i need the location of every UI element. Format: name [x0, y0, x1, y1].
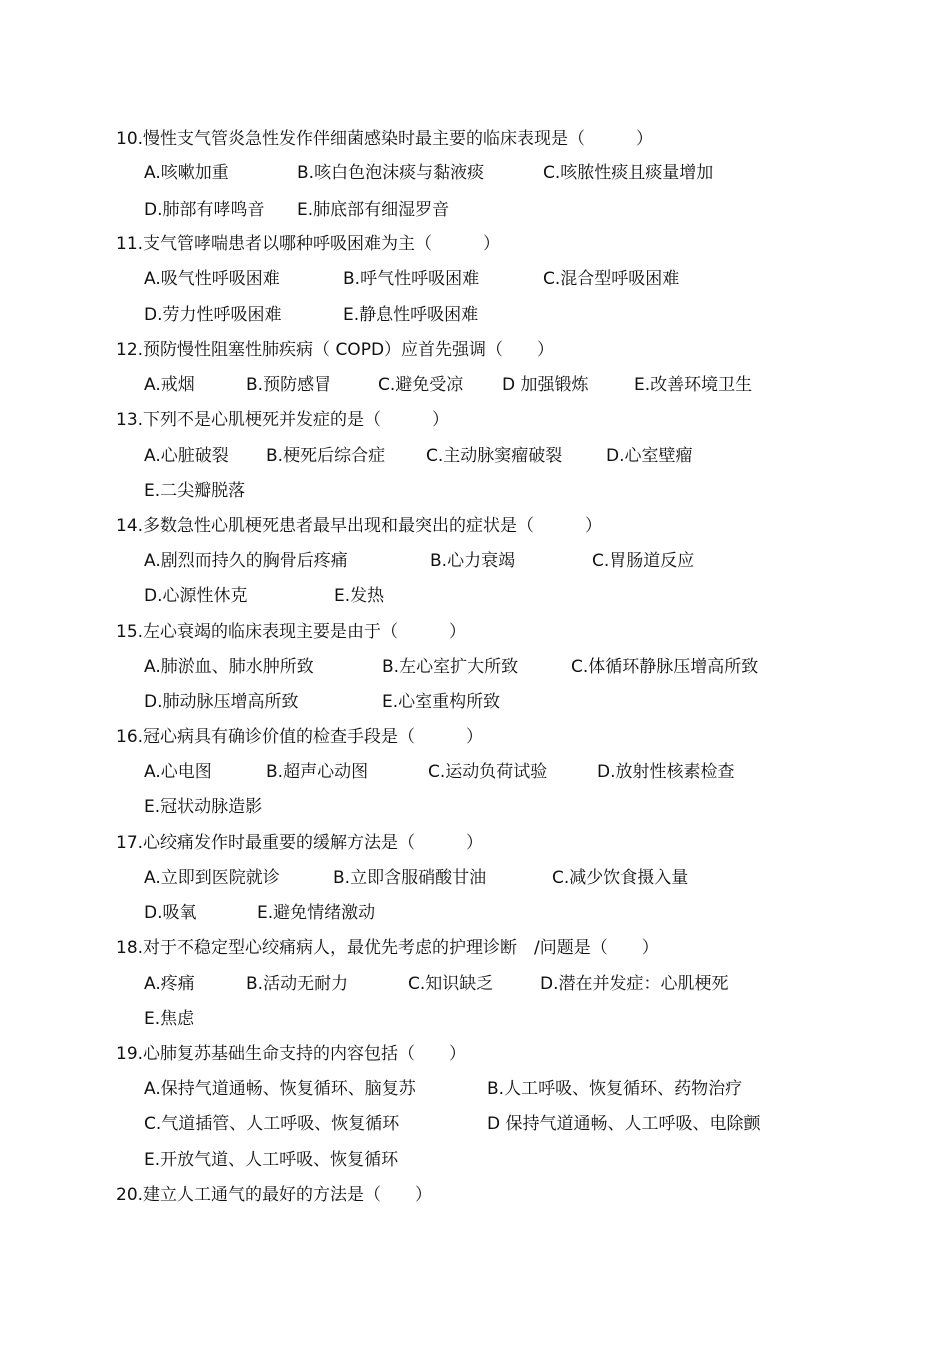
- question-11-option-e: E.静息性呼吸困难: [343, 305, 479, 325]
- question-11-option-b: B.呼气性呼吸困难: [343, 269, 480, 289]
- question-17-option-a: A.立即到医院就诊: [144, 868, 280, 888]
- question-12-option-d: D 加强锻炼: [502, 375, 589, 395]
- question-15-option-e: E.心室重构所致: [382, 692, 501, 712]
- question-12-option-b: B.预防感冒: [246, 375, 332, 395]
- question-15-option-b: B.左心室扩大所致: [382, 657, 519, 677]
- question-16-option-c: C.运动负荷试验: [428, 762, 548, 782]
- question-14-option-a: A.剧烈而持久的胸骨后疼痛: [144, 551, 348, 571]
- question-11-option-a: A.吸气性呼吸困难: [144, 269, 280, 289]
- question-10-option-d: D.肺部有哮鸣音: [144, 200, 265, 220]
- question-16-option-a: A.心电图: [144, 762, 212, 782]
- question-18-option-e: E.焦虑: [144, 1009, 195, 1029]
- question-13-option-e: E.二尖瓣脱落: [144, 481, 246, 501]
- question-18-option-d: D.潜在并发症：心肌梗死: [540, 974, 729, 994]
- question-17-option-e: E.避免情绪激动: [257, 903, 376, 923]
- question-16-option-e: E.冠状动脉造影: [144, 797, 263, 817]
- question-19-option-b: B.人工呼吸、恢复循环、药物治疗: [487, 1079, 743, 1099]
- question-19-option-d: D 保持气道通畅、人工呼吸、电除颤: [487, 1114, 761, 1134]
- question-13-stem: 13.下列不是心肌梗死并发症的是（ ）: [116, 410, 450, 430]
- question-20-stem: 20.建立人工通气的最好的方法是（ ）: [116, 1185, 433, 1205]
- question-13-option-b: B.梗死后综合症: [266, 446, 386, 466]
- question-12-option-a: A.戒烟: [144, 375, 195, 395]
- question-10-option-e: E.肺底部有细湿罗音: [297, 200, 450, 220]
- question-11-option-c: C.混合型呼吸困难: [543, 269, 680, 289]
- question-11-stem: 11.支气管哮喘患者以哪种呼吸困难为主（ ）: [116, 234, 501, 254]
- question-15-stem: 15.左心衰竭的临床表现主要是由于（ ）: [116, 622, 467, 642]
- question-14-option-d: D.心源性休克: [144, 586, 248, 606]
- question-18-option-a: A.疼痛: [144, 974, 195, 994]
- question-13-option-d: D.心室壁瘤: [606, 446, 693, 466]
- question-15-option-d: D.肺动脉压增高所致: [144, 692, 299, 712]
- question-19-option-e: E.开放气道、人工呼吸、恢复循环: [144, 1150, 399, 1170]
- question-17-stem: 17.心绞痛发作时最重要的缓解方法是（ ）: [116, 833, 484, 853]
- question-12-option-e: E.改善环境卫生: [634, 375, 753, 395]
- question-17-option-d: D.吸氧: [144, 903, 197, 923]
- question-14-option-b: B.心力衰竭: [430, 551, 516, 571]
- question-11-option-d: D.劳力性呼吸困难: [144, 305, 282, 325]
- question-18-option-b: B.活动无耐力: [246, 974, 349, 994]
- question-12-stem: 12.预防慢性阻塞性肺疾病（ COPD）应首先强调（ ）: [116, 340, 555, 360]
- question-19-stem: 19.心肺复苏基础生命支持的内容包括（ ）: [116, 1044, 467, 1064]
- question-18-stem: 18.对于不稳定型心绞痛病人，最优先考虑的护理诊断 /问题是（ ）: [116, 938, 659, 958]
- question-10-option-a: A.咳嗽加重: [144, 163, 229, 183]
- question-16-stem: 16.冠心病具有确诊价值的检查手段是（ ）: [116, 727, 484, 747]
- question-19-option-c: C.气道插管、人工呼吸、恢复循环: [144, 1114, 400, 1134]
- question-10-option-c: C.咳脓性痰且痰量增加: [543, 163, 714, 183]
- question-18-option-c: C.知识缺乏: [408, 974, 494, 994]
- question-14-option-e: E.发热: [334, 586, 385, 606]
- question-12-option-c: C.避免受凉: [378, 375, 464, 395]
- question-14-option-c: C.胃肠道反应: [592, 551, 695, 571]
- question-16-option-d: D.放射性核素检查: [597, 762, 735, 782]
- question-17-option-b: B.立即含服硝酸甘油: [333, 868, 487, 888]
- question-13-option-a: A.心脏破裂: [144, 446, 229, 466]
- question-15-option-a: A.肺淤血、肺水肿所致: [144, 657, 314, 677]
- question-13-option-c: C.主动脉窦瘤破裂: [426, 446, 563, 466]
- question-15-option-c: C.体循环静脉压增高所致: [571, 657, 759, 677]
- question-16-option-b: B.超声心动图: [266, 762, 369, 782]
- question-10-option-b: B.咳白色泡沫痰与黏液痰: [297, 163, 485, 183]
- question-10-stem: 10.慢性支气管炎急性发作伴细菌感染时最主要的临床表现是（ ）: [116, 129, 654, 149]
- question-17-option-c: C.减少饮食摄入量: [552, 868, 689, 888]
- question-14-stem: 14.多数急性心肌梗死患者最早出现和最突出的症状是（ ）: [116, 516, 603, 536]
- question-19-option-a: A.保持气道通畅、恢复循环、脑复苏: [144, 1079, 416, 1099]
